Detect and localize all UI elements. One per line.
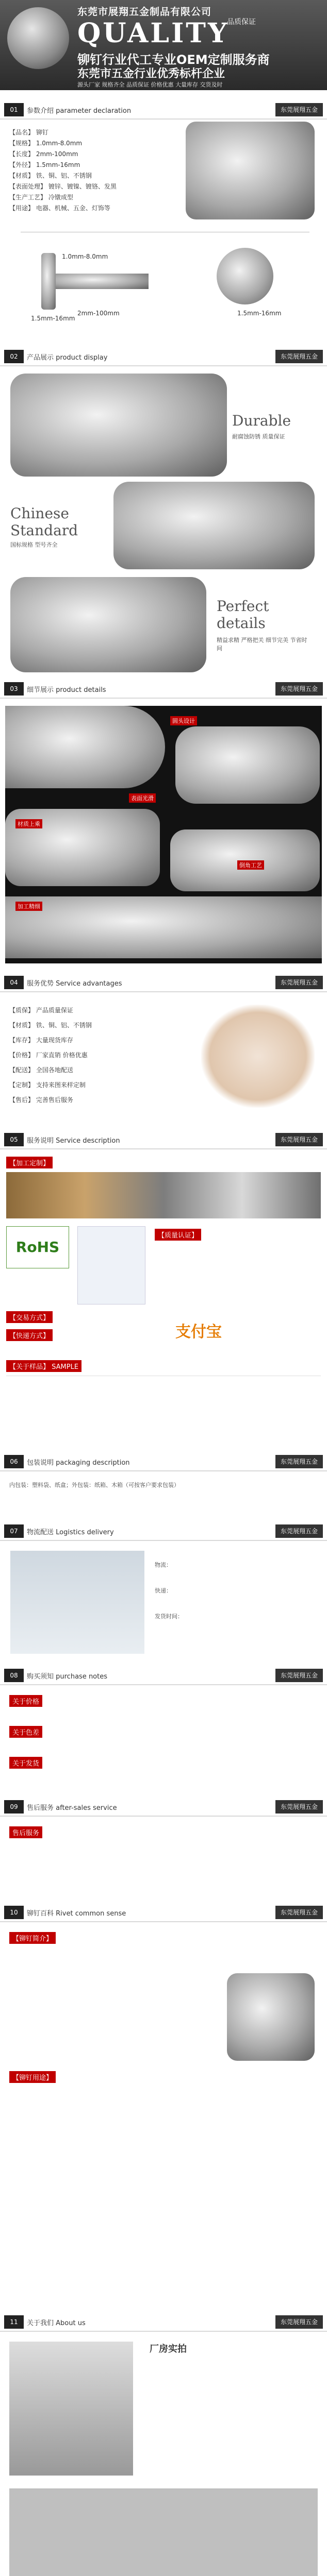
rivet-side-head	[41, 253, 56, 310]
section-title: 购买须知 purchase notes	[27, 1673, 108, 1681]
section-brand: 东莞展翔五金	[275, 976, 323, 989]
param-row: 【生产工艺】 冷镦成型	[9, 194, 73, 201]
product-photo-perfect	[10, 577, 206, 672]
durable-title: Durable	[232, 412, 291, 429]
section-header-logistics	[0, 1522, 327, 1541]
detail-label-5: 加工精细	[15, 902, 42, 911]
logistics-text-3: 发货时间：	[155, 1613, 183, 1620]
section-header-display	[0, 348, 327, 366]
detail-photo-profile	[175, 726, 320, 804]
factory-photo-1	[9, 2342, 133, 2476]
dimension-length: 2mm-100mm	[77, 310, 120, 317]
logistics-text-2: 快递：	[155, 1587, 172, 1594]
advantage-row: 【库存】 大量现货库存	[9, 1037, 73, 1044]
header-banner	[0, 0, 327, 90]
section-header-details	[0, 680, 327, 699]
section-header-packaging	[0, 1453, 327, 1471]
note-title-price: 关于价格	[9, 1695, 42, 1707]
detail-label-2: 表面光滑	[129, 793, 156, 803]
section-number: 08	[4, 1669, 24, 1682]
section-number: 10	[4, 1906, 24, 1919]
section-header-about	[0, 2313, 327, 2332]
rivet-photo-angled	[186, 122, 315, 219]
dimension-top: 1.5mm-16mm	[237, 310, 282, 317]
rohs-logo: RoHS	[6, 1226, 69, 1268]
rivet-usage-title: 【铆钉用途】	[9, 2071, 56, 2083]
packaging-text: 内包装：塑料袋、纸盒；外包装：纸箱、木箱（可按客户要求包装）	[9, 1482, 179, 1488]
rivet-intro-title: 【铆钉简介】	[9, 1932, 56, 1944]
advantages-list	[9, 999, 195, 1110]
dimension-diagram	[21, 232, 309, 335]
advantage-row: 【材质】 铁、铜、铝、不锈钢	[9, 1022, 92, 1029]
section-number: 03	[4, 682, 24, 696]
certificate-document-image	[77, 1226, 145, 1304]
company-name: 东莞市展翔五金制品有限公司	[77, 6, 212, 18]
section-brand: 东莞展翔五金	[275, 2315, 323, 2329]
section-header-service	[0, 1131, 327, 1149]
param-row: 【外径】 1.5mm-16mm	[9, 161, 80, 168]
logistics-text-1: 物流：	[155, 1562, 172, 1568]
section-brand: 东莞展翔五金	[275, 682, 323, 696]
detail-label-3: 材质上乘	[15, 819, 42, 828]
rivet-top-view	[217, 248, 273, 304]
express-label: 【快递方式】	[6, 1329, 53, 1341]
section-number: 07	[4, 1524, 24, 1538]
section-header-aftersales	[0, 1798, 327, 1817]
header-line-3: 源头厂家 规格齐全 品质保证 价格优惠 大量库存 交货及时	[77, 81, 223, 88]
detail-label-4: 倒角工艺	[237, 860, 264, 870]
alipay-logo: 支付宝	[175, 1323, 222, 1341]
param-row: 【品名】 铆钉	[9, 129, 48, 136]
header-line-1: 铆钉行业代工专业OEM定制服务商	[77, 53, 270, 67]
dimension-diameter: 1.0mm-8.0mm	[62, 253, 108, 260]
rivet-logo-image	[7, 7, 69, 69]
quality-tag: 品质保证	[227, 18, 256, 26]
section-title: 细节展示 product details	[27, 686, 106, 694]
chinese-standard-title: Chinese Standard	[10, 505, 78, 539]
certification-label: 【质量认证】	[155, 1229, 201, 1241]
processing-label: 【加工定制】	[6, 1157, 53, 1168]
note-title-shipping: 关于发货	[9, 1757, 42, 1769]
section-brand: 东莞展翔五金	[275, 1800, 323, 1814]
product-photo-standard	[113, 482, 315, 569]
brand-title: QUALITY	[77, 18, 230, 49]
param-row: 【长度】 2mm-100mm	[9, 150, 78, 158]
durable-text: 耐腐蚀防锈 质量保证	[232, 433, 285, 440]
section-title: 售后服务 after-sales service	[27, 1804, 117, 1812]
section-title: 服务说明 Service description	[27, 1137, 120, 1145]
sample-label: 【关于样品】 SAMPLE	[6, 1360, 81, 1372]
factory-title: 厂房实拍	[150, 2344, 187, 2354]
sample-notes	[6, 1376, 321, 1397]
header-line-2: 东莞市五金行业优秀标杆企业	[77, 67, 225, 80]
section-number: 05	[4, 1133, 24, 1146]
section-brand: 东莞展翔五金	[275, 1906, 323, 1919]
section-brand: 东莞展翔五金	[275, 1455, 323, 1468]
detail-photo-head	[5, 706, 165, 788]
detail-photo-shank	[5, 896, 322, 958]
section-number: 09	[4, 1800, 24, 1814]
param-row: 【用途】 电器、机械、五金、灯饰等	[9, 205, 110, 212]
section-number: 04	[4, 976, 24, 989]
section-number: 06	[4, 1455, 24, 1468]
details-panel	[5, 706, 322, 963]
dimension-head: 1.5mm-16mm	[31, 315, 75, 322]
factory-photo-gallery	[9, 2488, 318, 2576]
param-row: 【表面处理】 镀锌、镀镍、镀铬、发黑	[9, 183, 117, 190]
section-brand: 东莞展翔五金	[275, 1133, 323, 1146]
section-brand: 东莞展翔五金	[275, 1524, 323, 1538]
note-title-color: 关于色差	[9, 1726, 42, 1738]
perfect-details-text: 精益求精 严格把关 细节完美 节省时间	[217, 637, 307, 652]
section-header-notes	[0, 1667, 327, 1685]
advantage-row: 【定制】 支持来图来样定制	[9, 1081, 86, 1089]
advantage-row: 【配送】 全国各地配送	[9, 1066, 73, 1074]
trade-method-label: 【交易方式】	[6, 1311, 53, 1323]
product-photo-durable	[10, 374, 227, 477]
section-header-params	[0, 101, 327, 120]
section-title: 服务优势 Service advantages	[27, 980, 122, 988]
rivet-photo-encyclopedia	[227, 1973, 315, 2061]
param-row: 【规格】 1.0mm-8.0mm	[9, 140, 83, 147]
section-brand: 东莞展翔五金	[275, 1669, 323, 1682]
section-number: 02	[4, 350, 24, 363]
section-header-advantages	[0, 974, 327, 992]
chinese-standard-text: 国标规格 型号齐全	[10, 541, 58, 548]
param-row: 【材质】 铁、铜、铝、不锈钢	[9, 172, 92, 179]
section-title: 物流配送 Logistics delivery	[27, 1529, 114, 1536]
section-brand: 东莞展翔五金	[275, 350, 323, 363]
detail-label-1: 圆头设计	[170, 716, 197, 725]
section-title: 参数介绍 parameter declaration	[27, 107, 132, 115]
advantage-row: 【质保】 产品质量保证	[9, 1007, 73, 1014]
aftersales-title: 售后服务	[9, 1826, 42, 1838]
airplane-truck-photo	[10, 1551, 144, 1654]
section-brand: 东莞展翔五金	[275, 103, 323, 116]
params-list	[9, 126, 164, 214]
section-title: 产品展示 product display	[27, 354, 108, 362]
advantage-row: 【售后】 完善售后服务	[9, 1096, 73, 1104]
processing-photos	[6, 1172, 321, 1218]
section-header-rivet	[0, 1904, 327, 1922]
section-number: 11	[4, 2315, 24, 2329]
section-number: 01	[4, 103, 24, 116]
advantage-row: 【价格】 厂家直销 价格优惠	[9, 1052, 88, 1059]
rivet-side-shank	[56, 274, 149, 289]
china-map-image	[201, 1005, 315, 1108]
section-title: 铆钉百科 Rivet common sense	[27, 1910, 126, 1918]
section-title: 包装说明 packaging description	[27, 1459, 130, 1467]
section-title: 关于我们 About us	[27, 2319, 86, 2327]
perfect-details-title: Perfect details	[217, 598, 269, 632]
